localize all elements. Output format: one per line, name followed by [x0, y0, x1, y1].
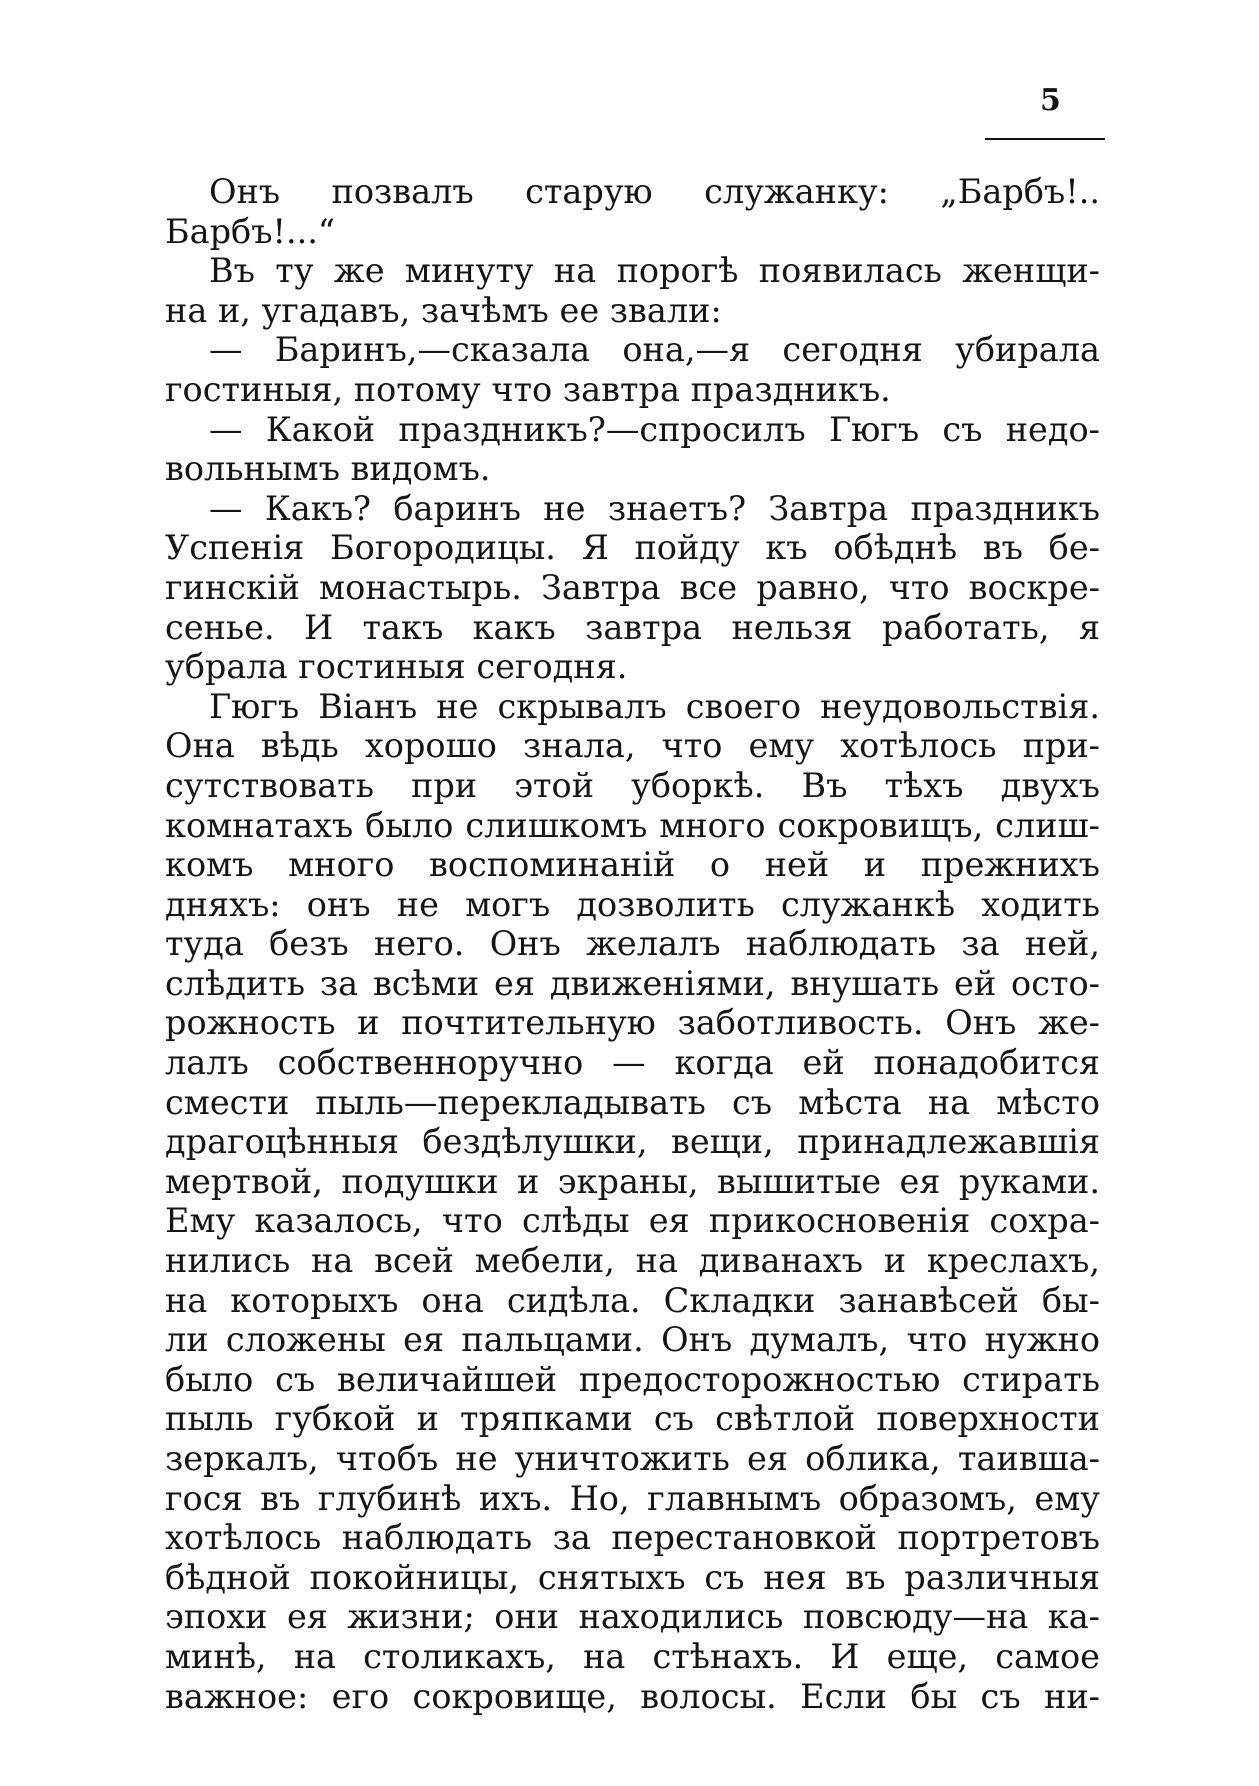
text-line: Барбъ!...“ [165, 211, 336, 251]
text-line: комнатахъ было слишкомъ много сокровищъ, слиш- [165, 805, 1100, 845]
text-line: смести пыль—перекладывать съ мѣста на мѣсто [165, 1082, 1100, 1122]
text-line: хотѣлось наблюдать за перестановкой портретовъ [165, 1518, 1100, 1558]
text-line: пыль губкой и тряпками съ свѣтлой поверхности [165, 1399, 1100, 1439]
text-line: слѣдить за всѣми ея движеніями, внушать ей осто- [165, 963, 1100, 1003]
text-line: драгоцѣнныя бездѣлушки, вещи, принадлежавшія [165, 1122, 1100, 1162]
text-line: вольнымъ видомъ. [165, 449, 491, 489]
text-line: комъ много воспоминаній о ней и прежнихъ [165, 845, 1100, 885]
page-number: 5 [1040, 83, 1061, 118]
text-line: Гюгъ Віанъ не скрывалъ своего неудовольствія. [209, 686, 1100, 726]
text-line: туда безъ него. Онъ желалъ наблюдать за ней, [165, 924, 1100, 964]
text-line: Успенія Богородицы. Я пойду къ обѣднѣ въ бе- [165, 528, 1100, 568]
text-line: гостиныя, потому что завтра праздникъ. [165, 369, 891, 409]
text-line: было съ величайшей предосторожностью стирать [165, 1359, 1100, 1399]
text-line: — Баринъ,—сказала она,—я сегодня убирала [209, 330, 1100, 370]
body-text [165, 172, 1100, 1716]
text-line: — Какъ? баринъ не знаетъ? Завтра праздникъ [209, 488, 1100, 528]
text-line: — Какой праздникъ?—спросилъ Гюгъ съ недо- [209, 409, 1100, 449]
text-line: нились на всей мебели, на диванахъ и креслахъ, [165, 1241, 1100, 1281]
text-line: мертвой, подушки и экраны, вышитые ея руками. [165, 1161, 1100, 1201]
text-line: минѣ, на столикахъ, на стѣнахъ. И еще, самое [165, 1636, 1100, 1676]
text-line: сенье. И такъ какъ завтра нельзя работать, я [165, 607, 1100, 647]
text-line: зеркалъ, чтобъ не уничтожить ея облика, таивша- [165, 1439, 1100, 1478]
text-line: Онъ позвалъ старую служанку: „Барбъ!.. [209, 172, 1100, 211]
text-line: ли сложены ея пальцами. Онъ думалъ, что нужно [165, 1320, 1100, 1360]
text-line: на которыхъ она сидѣла. Складки занавѣсей бы- [165, 1280, 1100, 1320]
text-line: дняхъ: онъ не могъ дозволить служанкѣ ходить [165, 884, 1100, 924]
text-line: рожность и почтительную заботливость. Онъ же- [165, 1003, 1100, 1043]
text-line: Ему казалось, что слѣды ея прикосновенія сохра- [165, 1201, 1100, 1241]
text-line: гинскій монастырь. Завтра все равно, что воскре- [165, 567, 1100, 607]
text-line: сутствовать при этой уборкѣ. Въ тѣхъ двухъ [165, 765, 1100, 805]
text-line: Она вѣдь хорошо знала, что ему хотѣлось при- [165, 726, 1100, 766]
text-line: Въ ту же минуту на порогѣ появилась женщи- [209, 251, 1100, 291]
page-number-rule [985, 138, 1105, 140]
text-line: эпохи ея жизни; они находились повсюду—на ка- [165, 1597, 1100, 1637]
text-line: гося въ глубинѣ ихъ. Но, главнымъ образомъ, ему [165, 1478, 1100, 1518]
text-line: убрала гостиныя сегодня. [165, 647, 628, 687]
text-line: важное: его сокровище, волосы. Если бы съ ни- [165, 1676, 1100, 1716]
text-line: на и, угадавъ, зачѣмъ ее звали: [165, 290, 722, 330]
text-line: бѣдной покойницы, снятыхъ съ нея въ различныя [165, 1557, 1100, 1597]
text-line: лалъ собственноручно — когда ей понадобится [165, 1043, 1100, 1083]
